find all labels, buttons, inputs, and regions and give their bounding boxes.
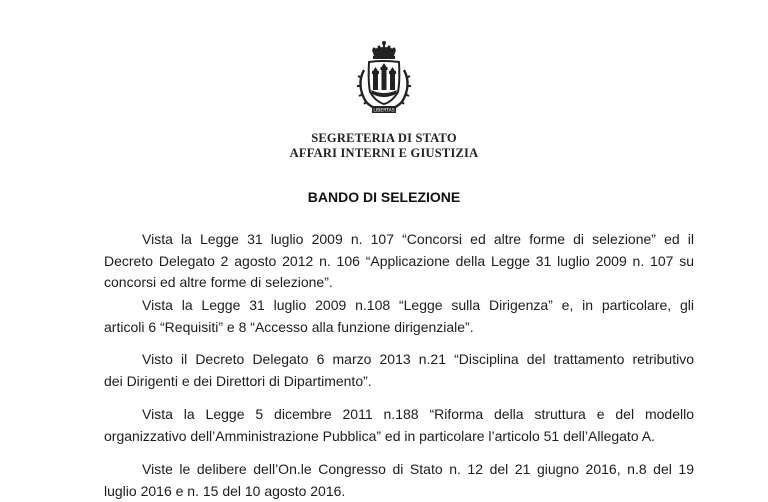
emblem-motto: LIBERTAS: [373, 108, 394, 114]
paragraph-line: Decreto Delegato 2 agosto 2012 n. 106 “Applicazione della Legge 31 luglio 2009 n. 107 su: [104, 251, 694, 273]
paragraph-line: organizzativo dell’Amministrazione Pubblica” ed in particolare l’articolo 51 dell’Allegato A.: [104, 426, 694, 448]
san-marino-coat-of-arms-icon: [352, 40, 416, 118]
paragraph-line: Vista la Legge 31 luglio 2009 n.108 “Legge sulla Dirigenza” e, in particolare, gli: [104, 295, 694, 317]
paragraph-line: Viste le delibere dell’On.le Congresso di Stato n. 12 del 21 giugno 2016, n.8 del 19: [104, 459, 694, 481]
paragraph-line: luglio 2016 e n. 15 del 10 agosto 2016.: [104, 481, 694, 502]
paragraph-legge-108: [104, 295, 694, 338]
paragraph-decreto-21: [104, 349, 694, 392]
paragraph-delibere: [104, 459, 694, 502]
office-name-line2: AFFARI INTERNI E GIUSTIZIA: [0, 146, 768, 161]
paragraph-line: dei Dirigenti e dei Direttori di Dipartimento”.: [104, 371, 694, 393]
document-title: BANDO DI SELEZIONE: [0, 189, 768, 205]
office-name-line1: SEGRETERIA DI STATO: [0, 131, 768, 146]
paragraph-line: concorsi ed altre forme di selezione”.: [104, 272, 694, 294]
paragraph-legge-107: [104, 229, 694, 294]
paragraph-line: Vista la Legge 31 luglio 2009 n. 107 “Concorsi ed altre forme di selezione” ed il: [104, 229, 694, 251]
paragraph-legge-188: [104, 404, 694, 447]
paragraph-line: Vista la Legge 5 dicembre 2011 n.188 “Riforma della struttura e del modello: [104, 404, 694, 426]
paragraph-line: Visto il Decreto Delegato 6 marzo 2013 n.21 “Disciplina del trattamento retributivo: [104, 349, 694, 371]
paragraph-line: articoli 6 “Requisiti” e 8 “Accesso alla funzione dirigenziale”.: [104, 317, 694, 339]
emblem: [352, 40, 416, 118]
